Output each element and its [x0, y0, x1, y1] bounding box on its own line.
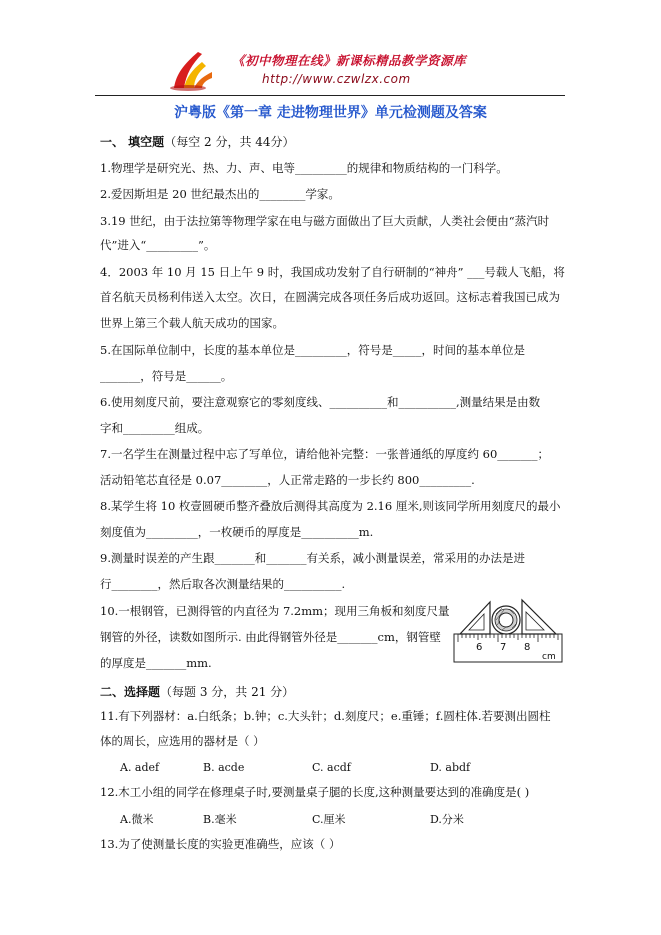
choice-option: C.厘米: [312, 813, 346, 826]
text-line: 2.爱因斯坦是 20 世纪最杰出的________学家。: [100, 187, 340, 201]
choice-option: C. acdf: [312, 761, 351, 774]
text-line: 7.一名学生在测量过程中忘了写单位，请给他补完整：一张普通纸的厚度约 60_______；: [100, 447, 550, 461]
choice-option: A. adef: [120, 761, 160, 774]
text-line: 9.测量时误差的产生跟_______和_______有关系，减小测量误差，常采用的办法是进: [100, 551, 525, 565]
text-line: 13.为了使测量长度的实验更准确些，应该（ ）: [100, 837, 341, 851]
section-label: 一、 填空题: [100, 135, 165, 149]
ruler-tick-label: 6: [476, 642, 483, 653]
section-note: （每题 3 分，共 21 分）: [160, 685, 295, 699]
ruler-unit-label: cm: [542, 652, 556, 662]
text-line: 4．2003 年 10 月 15 日上午 9 时，我国成功发射了自行研制的“神舟” ___号载人飞船，将: [100, 265, 565, 279]
text-line: 3.19 世纪，由于法拉第等物理学家在电与磁方面做出了巨大贡献，人类社会便由“蒸汽时: [100, 214, 550, 228]
text-line: 活动铅笔芯直径是 0.07________，人正常走路的一步长约 800_________.: [100, 473, 475, 487]
text-line: 代”进入“_________”。: [100, 238, 216, 252]
choice-option: D.分米: [430, 813, 464, 826]
page-title: 沪粤版《第一章 走进物理世界》单元检测题及答案: [174, 105, 487, 121]
text-line: _______，符号是______。: [100, 369, 233, 383]
text-line: 行________，然后取各次测量结果的__________.: [100, 577, 346, 591]
choice-option: B.毫米: [203, 813, 237, 826]
logo: [168, 44, 216, 92]
text-line: 12.木工小组的同学在修理桌子时,要测量桌子腿的长度,这种测量要达到的准确度是( ): [100, 785, 530, 799]
text-line: 钢管的外径，读数如图所示. 由此得钢管外径是_______cm，钢管壁: [100, 630, 441, 644]
choice-option: D. abdf: [430, 761, 471, 774]
ruler-figure: [452, 594, 566, 666]
header-divider: [95, 95, 565, 96]
text-line: 8.某学生将 10 枚壹圆硬币整齐叠放后测得其高度为 2.16 厘米,则该同学所用刻度尺的最小: [100, 499, 561, 513]
ruler-tick-label: 8: [524, 642, 531, 653]
choice-option: B. acde: [203, 761, 245, 774]
text-line: 的厚度是_______mm.: [100, 656, 212, 670]
text-line: 11.有下列器材：a.白纸条；b.钟；c.大头针；d.刻度尺；e.重锤；f.圆柱体.若要测出圆柱: [100, 709, 551, 723]
section-heading-fill-blank: [100, 133, 295, 150]
text-line: 字和_________组成。: [100, 421, 210, 435]
text-line: 刻度值为_________，一枚硬币的厚度是__________m.: [100, 525, 374, 539]
section-note: （每空 2 分，共 44分）: [164, 135, 295, 149]
section-heading-multiple-choice: [100, 683, 294, 700]
section-label: 二、选择题: [100, 685, 161, 699]
text-line: 1.物理学是研究光、热、力、声、电等_________的规律和物质结构的一门科学。: [100, 161, 508, 175]
banner-title: 《初中物理在线》新课标精品教学资源库: [232, 53, 467, 68]
text-line: 5.在国际单位制中，长度的基本单位是_________，符号是_____，时间的基本单位是: [100, 343, 525, 357]
choice-option: A.微米: [120, 813, 154, 826]
banner-url: http://www.czwlzx.com: [262, 72, 411, 86]
text-line: 世界上第三个载人航天成功的国家。: [100, 316, 284, 330]
text-line: 6.使用刻度尺前，要注意观察它的零刻度线、__________和__________,测量结果是由数: [100, 395, 541, 409]
ruler-tick-label: 7: [500, 642, 507, 653]
text-line: 首名航天员杨利伟送入太空。次日，在圆满完成各项任务后成功返回。这标志着我国已成为: [100, 290, 560, 304]
text-line: 10.一根钢管，已测得管的内直径为 7.2mm；现用三角板和刻度尺量: [100, 604, 450, 618]
text-line: 体的周长，应选用的器材是（ ）: [100, 734, 265, 748]
